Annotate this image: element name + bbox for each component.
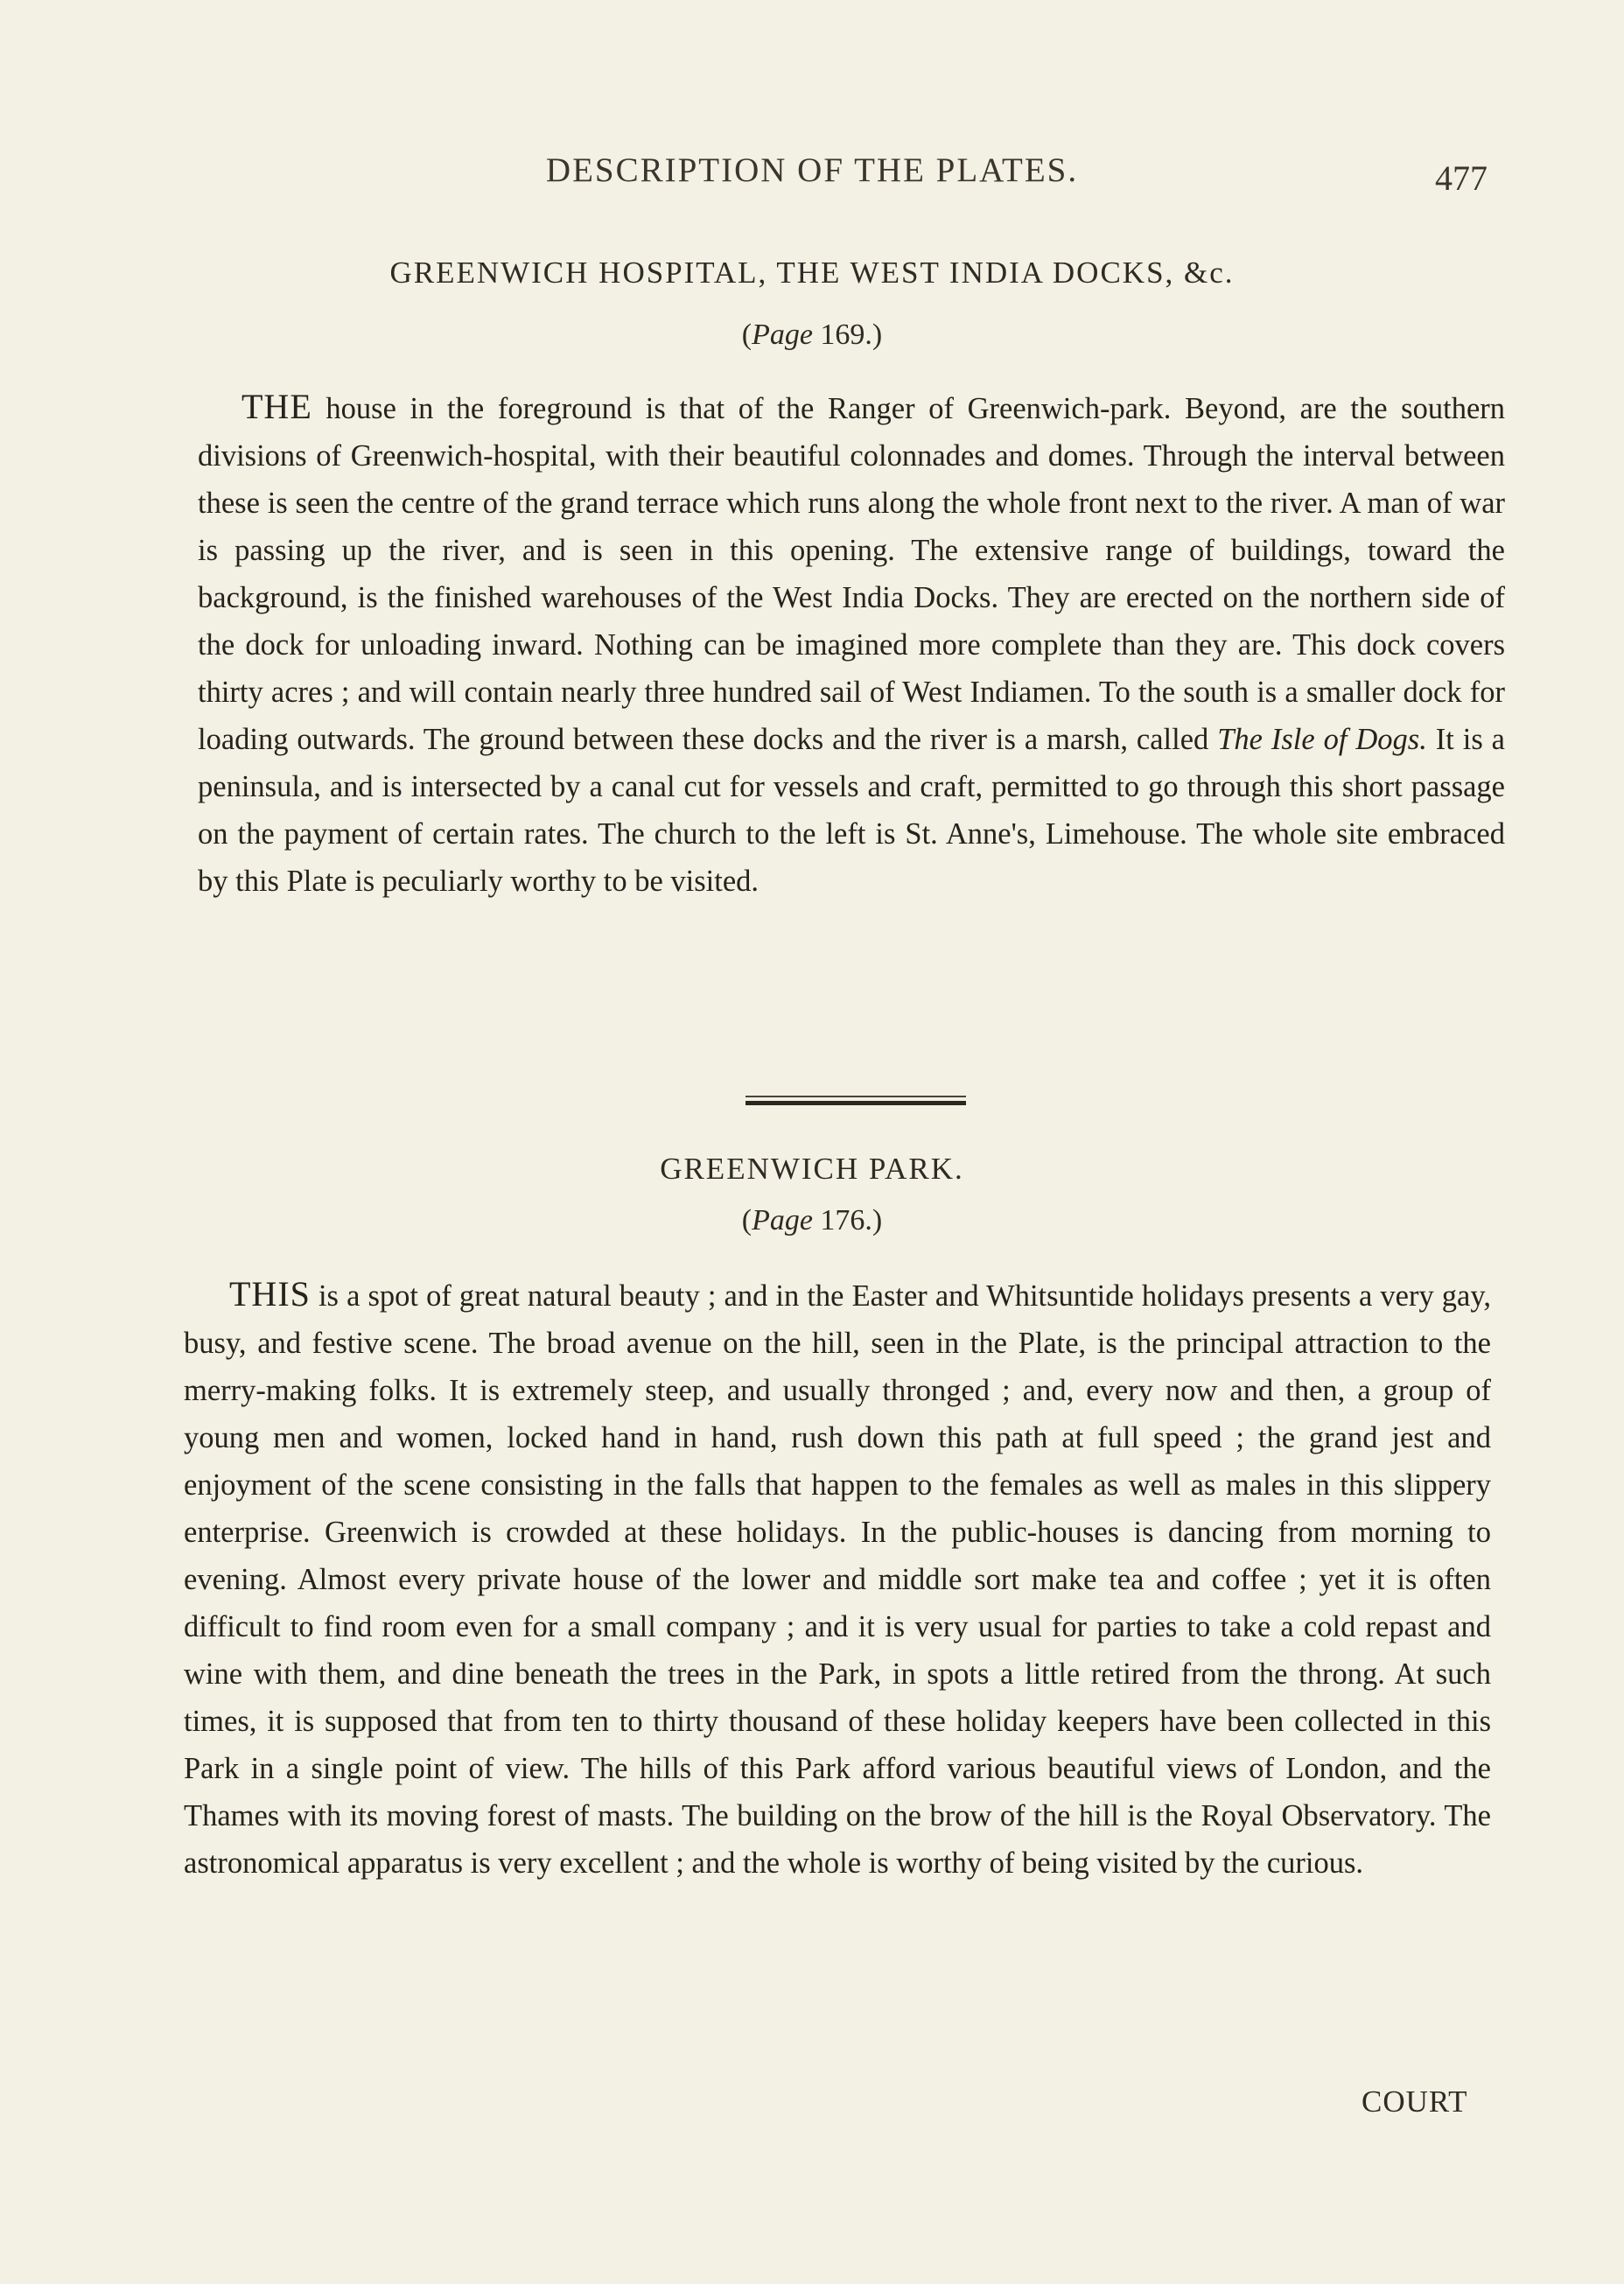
- section-title-greenwich-hospital: GREENWICH HOSPITAL, THE WEST INDIA DOCKS, &c.: [389, 256, 1235, 290]
- page-number: 477: [1435, 158, 1488, 198]
- page-ref-open: (: [741, 1204, 752, 1237]
- divider-thick-rule: [746, 1101, 966, 1105]
- lead-word: THIS: [229, 1274, 311, 1314]
- section-divider: [746, 1096, 966, 1106]
- paragraph-text: is a spot of great natural beauty ; and in the Easter and Whitsuntide holidays presents a very gay, busy, and festive scene. The broad avenue on the hill, seen in the Plate, is the principal attraction to the merry-making folks. It is extremely steep, and usually thronged ; and, every now and then, a group of young men and women, locked hand in hand, rush down this path at full speed ; the grand jest and enjoyment of the scene consisting in the falls that happen to the females as well as males in this slippery enterprise. Greenwich is crowded at these holidays. In the public-houses is dancing from morning to evening. Almost every private house of the lower and middle sort make tea and coffee ; yet it is often difficult to find room even for a small company ; and it is very usual for parties to take a cold repast and wine with them, and dine beneath the trees in the Park, in spots a little retired from the throng. At such times, it is supposed that from ten to thirty thousand of these holiday keepers have been collected in this Park in a single point of view. The hills of this Park afford various beautiful views of London, and the Thames with its moving forest of masts. The building on the brow of the hill is the Royal Observatory. The astronomical apparatus is very excellent ; and the whole is worthy of being visited by the curious.: [184, 1279, 1491, 1880]
- page-reference-176: [0, 1204, 1624, 1237]
- paragraph-greenwich-hospital: [198, 383, 1505, 905]
- lead-word: THE: [242, 387, 312, 426]
- paragraph-text: house in the foreground is that of the Ranger of Greenwich-park. Beyond, are the southern divisions of Greenwich-hospital, with their beautiful colonnades and domes. Through the interval between these is seen the centre of the grand terrace which runs along the whole front next to the river. A man of war is passing up the river, and is seen in this opening. The extensive range of buildings, toward the background, is the finished warehouses of the West India Docks. They are erected on the northern side of the dock for unloading inward. Nothing can be imagined more complete than they are. This dock covers thirty acres ; and will contain nearly three hundred sail of West Indiamen. To the south is a smaller dock for loading outwards. The ground between these docks and the river is a marsh, called: [198, 392, 1505, 756]
- page-ref-number: 169.): [812, 319, 883, 351]
- section-title-greenwich-park: GREENWICH PARK.: [660, 1152, 964, 1186]
- page-reference-169: [0, 319, 1624, 352]
- paragraph-greenwich-park: [184, 1271, 1491, 1887]
- catchword: COURT: [1362, 2084, 1468, 2119]
- page-ref-number: 176.): [812, 1204, 883, 1237]
- page-ref-word: Page: [752, 319, 813, 351]
- page-ref-open: (: [741, 319, 752, 351]
- divider-thin-rule: [746, 1096, 966, 1097]
- page-ref-word: Page: [752, 1204, 813, 1237]
- running-head: DESCRIPTION OF THE PLATES.: [545, 151, 1079, 189]
- paragraph-text-end: It is a peninsula, and is intersected by a canal cut for vessels and craft, permitted to go through this short passage on the payment of certain rates. The church to the left is St. Anne's, Limehouse. The whole site embraced by this Plate is peculiarly worthy to be visited.: [198, 723, 1505, 898]
- italic-place-name: The Isle of Dogs.: [1217, 723, 1427, 756]
